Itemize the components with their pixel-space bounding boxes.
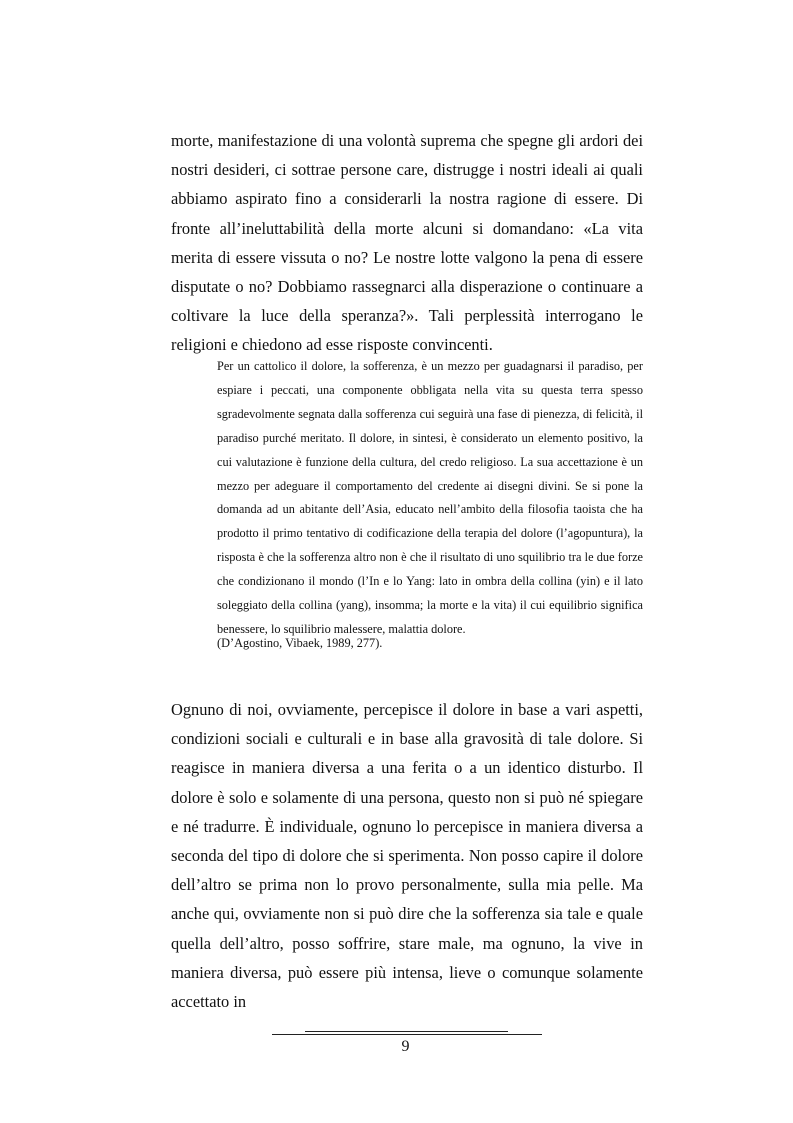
body-paragraph-2: Ognuno di noi, ovviamente, percepisce il dolore in base a vari aspetti, condizioni sociali e culturali e in base alla gravosità di tale dolore. Si reagisce in maniera diversa a una ferita o a un identico disturbo. Il dolore è solo e solamente di una persona, questo non si può né spiegare e né tradurre. È individuale, ognuno lo percepisce in maniera diversa a seconda del tipo di dolore che si sperimenta. Non posso capire il dolore dell’altro se prima non lo provo personalmente, sulla mia pelle. Ma anche qui, ovviamente non si può dire che la sofferenza sia tale e quale quella dell’altro, posso soffrire, stare male, ma ognuno, la vive in maniera diversa, può essere più intensa, lieve o comunque solamente accettato in — [171, 700, 643, 1012]
quote-citation: (D’Agostino, Vibaek, 1989, 277). — [217, 636, 383, 650]
footer-rule-top — [305, 1031, 508, 1032]
body-paragraph-1: morte, manifestazione di una volontà suprema che spegne gli ardori dei nostri desideri, ci sottrae persone care, distrugge i nostri ideali ai quali abbiamo aspirato fino a considerarli la nostra ragione di essere. Di fronte all’ineluttabilità della morte alcuni si domandano: «La vita merita di essere vissuta o no? Le nostre lotte valgono la pena di essere disputate o no? Dobbiamo rassegnarci alla disperazione o continuare a coltivare la luce della speranza?». Tali perplessità interrogano le religioni e chiedono ad esse risposte convincenti. — [171, 131, 643, 355]
block-quote: Per un cattolico il dolore, la sofferenza, è un mezzo per guadagnarsi il paradiso, per espiare i peccati, una componente obbligata nella vita su questa terra spesso sgradevolmente segnata dalla sofferenza cui seguirà una fase di pienezza, di felicità, il paradiso purché meritato. Il dolore, in sintesi, è considerato un elemento positivo, la cui valutazione è funzione della cultura, del credo religioso. La sua accettazione è un mezzo per adeguare il comportamento del credente ai disegni divini. Se si pone la domanda ad un abitante dell’Asia, educato nell’ambito della filosofia taoista che ha prodotto il primo tentativo di codificazione della terapia del dolore (l’agopuntura), la risposta è che la sofferenza altro non è che il risultato di uno squilibrio tra le due forze che condizionano il mondo (l’In e lo Yang: lato in ombra della collina (yin) e il lato soleggiato della collina (yang), insomma; la morte e la vita) il cui equilibrio significa benessere, lo squilibrio malessere, malattia dolore. — [217, 359, 643, 636]
footer-rule-bottom — [272, 1034, 542, 1035]
page-number: 9 — [401, 1038, 410, 1055]
